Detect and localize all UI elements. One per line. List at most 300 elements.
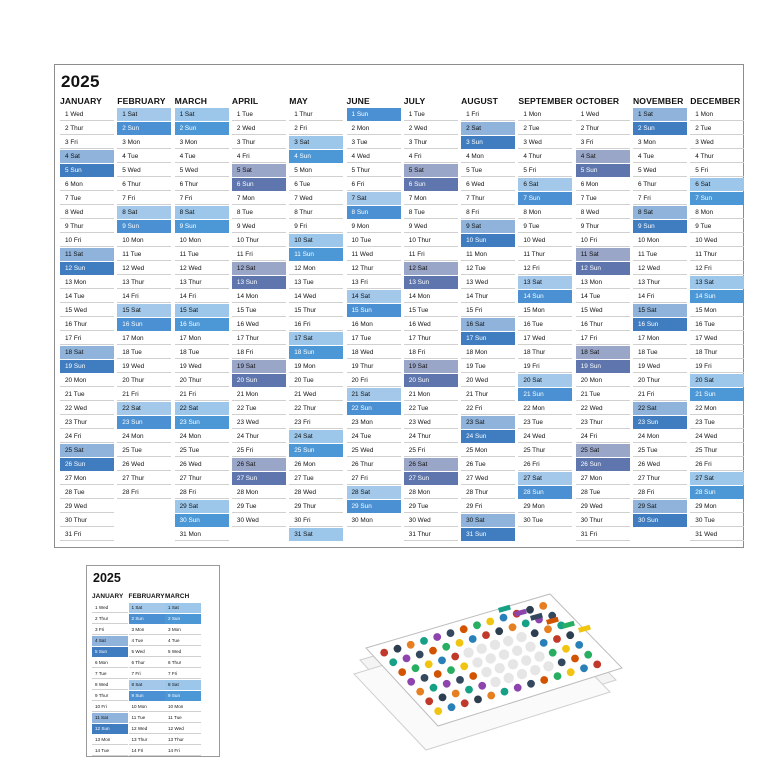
poster-day-cell: 20 Sat [518,374,572,387]
poster-day-cell: 8 Mon [690,206,744,219]
poster-day-cell: 27 Thur [633,472,687,485]
poster-day-cell: 12 Sun [60,262,114,275]
poster-day-cell: 11 Wed [347,248,401,261]
round-sticker [531,629,539,637]
poster-day-cell: 26 Wed [633,458,687,471]
poster-month-column [289,94,343,542]
poster-day-cell: 29 Sun [347,500,401,513]
poster-month-column [60,94,114,542]
poster-day-cell: 1 Sat [175,108,229,121]
poster-day-cell: 12 Fri [518,262,572,275]
poster-day-cell: 21 Sun [518,388,572,401]
calendar-mini-preview [86,565,220,757]
round-sticker [380,649,388,657]
poster-day-cell: 17 Mon [633,332,687,345]
round-sticker [429,647,437,655]
poster-day-cell: 16 Wed [404,318,458,331]
mini-day-cell: 4 Sat [92,636,128,646]
blank-round-sticker [490,677,500,687]
round-sticker [438,657,446,665]
round-sticker [465,686,473,694]
poster-day-cell: 7 Tue [60,192,114,205]
poster-day-cell: 28 Wed [289,486,343,499]
round-sticker [500,614,508,622]
poster-day-cell: 19 Fri [690,360,744,373]
poster-day-cell: 20 Tue [289,374,343,387]
poster-day-cell: 3 Thur [232,136,286,149]
poster-day-cell: 20 Sun [404,374,458,387]
poster-day-cell: 13 Fri [347,276,401,289]
poster-month-column [175,94,229,542]
round-sticker [495,627,503,635]
poster-day-cell: 9 Mon [347,220,401,233]
poster-day-cell: 11 Tue [117,248,171,261]
round-sticker [501,688,509,696]
poster-day-cell: 18 Thur [690,346,744,359]
mini-day-cell: 3 Fri [92,625,128,635]
poster-day-cell: 29 Sat [175,500,229,513]
poster-day-cell: 28 Sun [518,486,572,499]
poster-day-cell: 30 Fri [289,514,343,527]
poster-day-cell: 26 Mon [289,458,343,471]
poster-day-cell: 12 Mon [289,262,343,275]
poster-day-cell: 16 Thur [576,318,630,331]
poster-day-cell: 8 Wed [60,206,114,219]
poster-day-cell: 8 Sat [633,206,687,219]
poster-day-cell: 5 Sun [576,164,630,177]
blank-round-sticker [530,665,540,675]
round-sticker [403,655,411,663]
poster-month-column [518,94,572,528]
poster-day-cell: 26 Wed [117,458,171,471]
poster-day-cell: 23 Fri [289,416,343,429]
poster-day-cell: 11 Sat [60,248,114,261]
mini-day-cell: 3 Mon [165,625,201,635]
mini-day-cell: 8 Wed [92,680,128,690]
poster-day-cell: 20 Sat [690,374,744,387]
poster-day-cell: 12 Sat [232,262,286,275]
poster-day-cell: 21 Sat [347,388,401,401]
poster-day-cell: 11 Tue [633,248,687,261]
poster-day-cell: 7 Fri [633,192,687,205]
poster-day-cell: 19 Sat [404,360,458,373]
blank-round-sticker [463,647,473,657]
poster-day-cell: 31 Wed [690,528,744,541]
poster-day-cell: 18 Wed [347,346,401,359]
poster-month-column [232,94,286,528]
poster-day-cell: 26 Fri [518,458,572,471]
mini-day-cell: 10 Mon [165,702,201,712]
round-sticker [416,688,424,696]
poster-day-cell: 1 Sat [633,108,687,121]
poster-day-cell: 5 Sat [404,164,458,177]
poster-day-cell: 3 Wed [518,136,572,149]
poster-day-cell: 26 Sun [60,458,114,471]
poster-day-cell: 24 Fri [60,430,114,443]
poster-day-cell: 8 Mon [518,206,572,219]
poster-day-cell: 14 Sun [518,290,572,303]
round-sticker [514,684,522,692]
poster-day-cell: 19 Wed [117,360,171,373]
poster-day-cell: 17 Tue [347,332,401,345]
mini-day-cell: 5 Sun [92,647,128,657]
poster-day-cell: 19 Fri [518,360,572,373]
poster-day-cell: 17 Thur [232,332,286,345]
poster-day-cell: 22 Wed [60,402,114,415]
poster-day-cell: 3 Sun [461,136,515,149]
round-sticker [394,645,402,653]
poster-day-cell: 1 Tue [232,108,286,121]
mini-day-cell: 1 Sat [165,603,201,613]
poster-day-cell: 22 Tue [232,402,286,415]
round-sticker [452,690,460,698]
poster-day-cell: 24 Thur [232,430,286,443]
round-sticker [433,633,441,641]
poster-day-cell: 12 Thur [347,262,401,275]
blank-round-sticker [486,653,496,663]
poster-day-cell: 31 Fri [576,528,630,541]
poster-day-cell: 29 Mon [690,500,744,513]
poster-day-cell: 4 Sat [576,150,630,163]
poster-day-cell: 12 Tue [461,262,515,275]
poster-day-cell: 9 Tue [518,220,572,233]
blank-round-sticker [477,644,487,654]
mini-day-cell: 12 Wed [165,724,201,734]
poster-day-cell: 27 Fri [347,472,401,485]
poster-day-cell: 21 Mon [232,388,286,401]
poster-month-column [461,94,515,542]
poster-day-cell: 25 Fri [232,444,286,457]
poster-month-name: AUGUST [461,96,498,106]
poster-day-cell: 15 Sat [117,304,171,317]
poster-day-cell: 6 Tue [289,178,343,191]
poster-year-title: 2025 [61,72,100,91]
poster-day-cell: 31 Thur [404,528,458,541]
round-sticker [522,620,530,628]
poster-day-cell: 23 Tue [690,416,744,429]
poster-day-cell: 11 Thur [690,248,744,261]
round-sticker [540,676,548,684]
poster-day-cell: 10 Thur [404,234,458,247]
round-sticker [562,645,570,653]
poster-day-cell: 26 Thur [347,458,401,471]
poster-day-cell: 20 Thur [117,374,171,387]
poster-day-cell: 29 Sat [633,500,687,513]
poster-day-cell: 3 Fri [576,136,630,149]
round-sticker [558,659,566,667]
poster-day-cell: 30 Mon [347,514,401,527]
mini-month-column [165,590,201,757]
poster-day-cell: 25 Tue [175,444,229,457]
poster-day-cell: 28 Sun [690,486,744,499]
blank-round-sticker [499,649,509,659]
poster-day-cell: 16 Tue [690,318,744,331]
poster-day-cell: 3 Mon [175,136,229,149]
poster-day-cell: 12 Wed [117,262,171,275]
poster-day-cell: 15 Thur [289,304,343,317]
poster-day-cell: 11 Fri [232,248,286,261]
round-sticker [526,606,534,614]
round-sticker [540,639,548,647]
blank-round-sticker [521,655,531,665]
poster-day-cell: 4 Thur [518,150,572,163]
poster-day-cell: 1 Wed [60,108,114,121]
poster-day-cell: 15 Tue [232,304,286,317]
poster-day-cell: 25 Mon [461,444,515,457]
poster-day-cell: 28 Sat [347,486,401,499]
round-sticker [527,680,535,688]
round-sticker [473,621,481,629]
poster-day-cell: 21 Fri [175,388,229,401]
poster-day-cell: 17 Fri [576,332,630,345]
round-sticker [549,649,557,657]
poster-day-cell: 27 Sat [690,472,744,485]
round-sticker [412,664,420,672]
poster-day-cell: 13 Sat [690,276,744,289]
poster-day-cell: 31 Fri [60,528,114,541]
poster-day-cell: 4 Tue [633,150,687,163]
round-sticker [469,672,477,680]
poster-day-cell: 14 Thur [461,290,515,303]
poster-day-cell: 28 Fri [175,486,229,499]
poster-day-cell: 11 Thur [518,248,572,261]
round-sticker [593,661,601,669]
round-sticker [509,623,517,631]
poster-day-cell: 15 Tue [404,304,458,317]
poster-day-cell: 7 Wed [289,192,343,205]
round-sticker [460,625,468,633]
poster-day-cell: 28 Tue [576,486,630,499]
poster-day-cell: 26 Fri [690,458,744,471]
mini-day-cell: 14 Fri [165,746,201,756]
mini-day-cell: 4 Tue [129,636,165,646]
round-sticker [447,666,455,674]
poster-day-cell: 11 Sun [289,248,343,261]
mini-day-cell: 13 Thur [129,735,165,745]
poster-day-cell: 28 Fri [633,486,687,499]
poster-day-cell: 10 Tue [347,234,401,247]
poster-day-cell: 18 Fri [404,346,458,359]
poster-day-cell: 2 Sat [461,122,515,135]
round-sticker [447,629,455,637]
poster-day-cell: 10 Fri [60,234,114,247]
poster-day-cell: 6 Wed [461,178,515,191]
mini-day-cell: 5 Wed [129,647,165,657]
round-sticker [575,641,583,649]
poster-day-cell: 16 Wed [232,318,286,331]
poster-day-cell: 9 Wed [232,220,286,233]
round-sticker [434,707,442,715]
round-sticker [456,639,464,647]
poster-day-cell: 7 Mon [232,192,286,205]
poster-day-cell: 14 Mon [232,290,286,303]
poster-day-cell: 13 Thur [175,276,229,289]
poster-day-cell: 9 Wed [404,220,458,233]
poster-day-cell: 10 Fri [576,234,630,247]
poster-day-cell: 12 Fri [690,262,744,275]
mini-day-cell: 11 Sat [92,713,128,723]
mini-day-cell: 9 Sun [129,691,165,701]
poster-day-cell: 1 Mon [518,108,572,121]
poster-day-cell: 4 Sat [60,150,114,163]
round-sticker [566,631,574,639]
poster-day-cell: 9 Sun [117,220,171,233]
poster-day-cell: 3 Mon [117,136,171,149]
poster-day-cell: 12 Sat [404,262,458,275]
poster-day-cell: 21 Wed [289,388,343,401]
poster-day-cell: 22 Fri [461,402,515,415]
poster-day-cell: 16 Fri [289,318,343,331]
poster-day-cell: 21 Mon [404,388,458,401]
poster-day-cell: 25 Wed [347,444,401,457]
poster-day-cell: 8 Tue [404,206,458,219]
poster-day-cell: 13 Tue [289,276,343,289]
poster-day-cell: 10 Sun [461,234,515,247]
poster-day-cell: 19 Wed [633,360,687,373]
round-sticker [442,643,450,651]
poster-day-cell: 14 Sat [347,290,401,303]
poster-day-cell: 17 Sat [289,332,343,345]
poster-day-cell: 9 Thur [60,220,114,233]
poster-day-cell: 12 Wed [175,262,229,275]
poster-day-cell: 7 Sat [347,192,401,205]
poster-month-name: MARCH [174,96,208,106]
round-sticker [439,694,447,702]
poster-day-cell: 20 Fri [347,374,401,387]
poster-day-cell: 21 Fri [633,388,687,401]
poster-day-cell: 21 Tue [576,388,630,401]
poster-day-cell: 15 Mon [518,304,572,317]
mini-day-cell: 4 Tue [165,636,201,646]
poster-month-name: DECEMBER [690,96,741,106]
poster-day-cell: 22 Thur [289,402,343,415]
mini-day-cell: 7 Fri [129,669,165,679]
poster-month-name: APRIL [231,96,259,106]
poster-day-cell: 15 Wed [576,304,630,317]
poster-day-cell: 22 Sat [175,402,229,415]
round-sticker [456,676,464,684]
poster-day-cell: 15 Wed [60,304,114,317]
mini-day-cell: 7 Tue [92,669,128,679]
round-sticker [571,655,579,663]
poster-day-cell: 29 Mon [518,500,572,513]
mini-month-name: MARCH [165,593,190,600]
poster-day-cell: 6 Sun [404,178,458,191]
poster-day-cell: 19 Thur [347,360,401,373]
round-sticker [553,635,561,643]
poster-day-cell: 23 Wed [404,416,458,429]
poster-day-cell: 10 Thur [232,234,286,247]
round-sticker [451,653,459,661]
poster-day-cell: 17 Mon [175,332,229,345]
poster-day-cell: 14 Tue [576,290,630,303]
poster-day-cell: 30 Thur [576,514,630,527]
poster-day-cell: 18 Tue [175,346,229,359]
mini-day-cell: 8 Sat [129,680,165,690]
poster-day-cell: 29 Wed [576,500,630,513]
blank-round-sticker [495,663,505,673]
poster-day-cell: 25 Tue [117,444,171,457]
poster-day-cell: 31 Sun [461,528,515,541]
poster-day-cell: 6 Thur [117,178,171,191]
poster-day-cell: 10 Mon [175,234,229,247]
poster-day-cell: 5 Wed [117,164,171,177]
poster-day-cell: 4 Wed [347,150,401,163]
mini-month-column [129,590,165,757]
poster-day-cell: 22 Sat [633,402,687,415]
poster-day-cell: 2 Sun [175,122,229,135]
poster-month-name: SEPTEMBER [518,96,573,106]
sticker-sheets-illustration [348,588,628,758]
poster-day-cell: 12 Sun [576,262,630,275]
round-sticker [567,668,575,676]
poster-day-cell: 28 Tue [60,486,114,499]
poster-day-cell: 10 Wed [690,234,744,247]
poster-day-cell: 14 Mon [404,290,458,303]
poster-month-name: FEBRUARY [117,96,166,106]
poster-day-cell: 7 Tue [576,192,630,205]
poster-day-cell: 14 Wed [289,290,343,303]
poster-month-column [347,94,401,528]
round-sticker [430,684,438,692]
poster-day-cell: 30 Tue [518,514,572,527]
poster-day-cell: 16 Tue [518,318,572,331]
poster-day-cell: 23 Wed [232,416,286,429]
mini-month-column [92,590,128,757]
mini-day-cell: 3 Mon [129,625,165,635]
poster-day-cell: 29 Wed [60,500,114,513]
poster-day-cell: 31 Sat [289,528,343,541]
poster-day-cell: 22 Wed [576,402,630,415]
poster-day-cell: 27 Thur [117,472,171,485]
poster-day-cell: 2 Wed [404,122,458,135]
poster-day-cell: 23 Tue [518,416,572,429]
round-sticker [469,635,477,643]
poster-day-cell: 4 Thur [690,150,744,163]
poster-day-cell: 18 Sun [289,346,343,359]
poster-month-column [404,94,458,542]
mini-day-cell: 1 Sat [129,603,165,613]
round-sticker [487,692,495,700]
poster-day-cell: 28 Mon [232,486,286,499]
poster-day-cell: 30 Sun [175,514,229,527]
poster-day-cell: 27 Sun [404,472,458,485]
poster-day-cell: 8 Sat [117,206,171,219]
poster-day-cell: 1 Mon [690,108,744,121]
blank-round-sticker [504,673,514,683]
poster-day-cell: 27 Sun [232,472,286,485]
poster-day-cell: 22 Mon [518,402,572,415]
poster-day-cell: 1 Sun [347,108,401,121]
poster-day-cell: 8 Fri [461,206,515,219]
poster-day-cell: 4 Fri [232,150,286,163]
poster-day-cell: 15 Fri [461,304,515,317]
poster-day-cell: 5 Wed [175,164,229,177]
poster-day-cell: 30 Sun [633,514,687,527]
poster-day-cell: 7 Thur [461,192,515,205]
round-sticker [478,682,486,690]
poster-day-cell: 24 Mon [175,430,229,443]
poster-day-cell: 9 Sun [175,220,229,233]
poster-day-cell: 27 Sat [518,472,572,485]
poster-day-cell: 7 Mon [404,192,458,205]
mini-day-cell: 6 Thur [129,658,165,668]
poster-day-cell: 21 Sun [690,388,744,401]
poster-day-cell: 23 Mon [347,416,401,429]
poster-day-cell: 24 Fri [576,430,630,443]
poster-day-cell: 6 Sat [518,178,572,191]
poster-day-cell: 17 Wed [518,332,572,345]
